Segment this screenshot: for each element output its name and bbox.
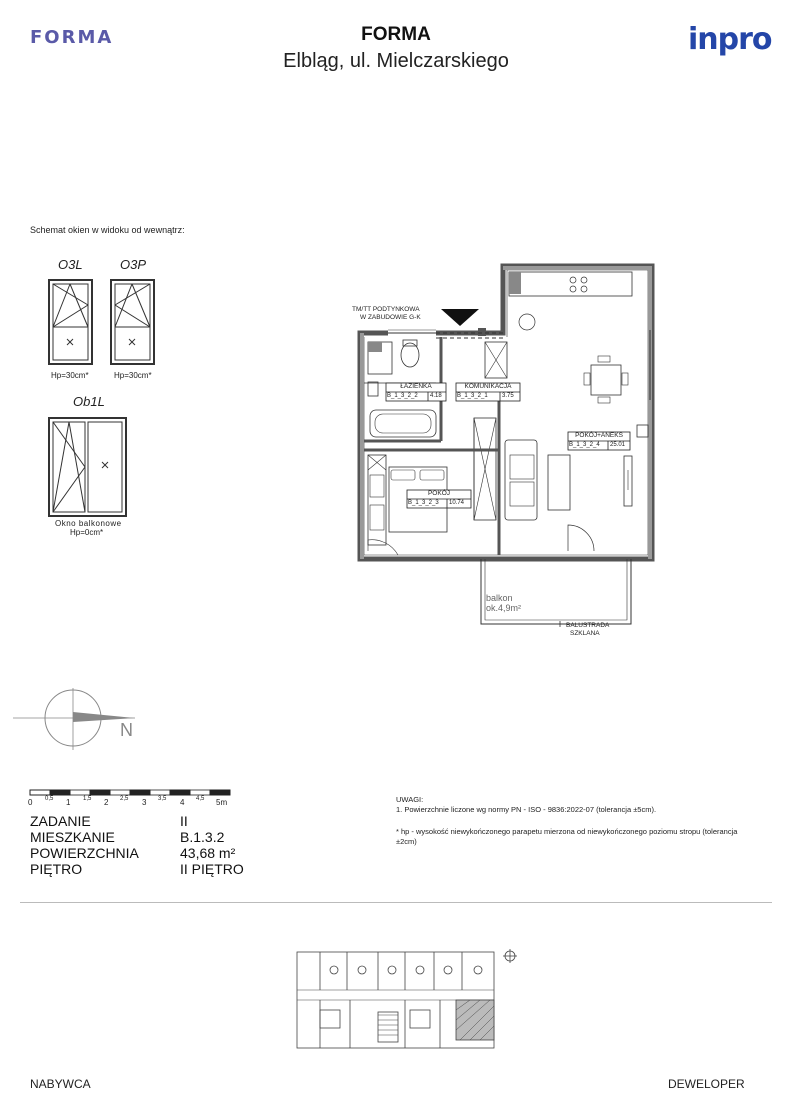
room-pokoj-aneks-code: B_1_3_2_4 bbox=[569, 442, 600, 448]
info-row-zadanie bbox=[30, 813, 250, 829]
compass-north-label: N bbox=[120, 720, 133, 740]
info-row-pietro bbox=[30, 861, 250, 877]
info-value: B.1.3.2 bbox=[180, 829, 225, 845]
info-value: II bbox=[180, 813, 188, 829]
notes-line3: ±2cm) bbox=[396, 837, 417, 846]
info-label: POWIERZCHNIA bbox=[30, 845, 139, 861]
room-lazienka-area: 4.18 bbox=[430, 393, 442, 399]
window-ob1l-note: Okno balkonowe bbox=[55, 519, 122, 528]
compass-rose bbox=[13, 688, 135, 750]
divider bbox=[20, 902, 772, 903]
notes-block bbox=[396, 795, 766, 847]
scale-tick-0: 0 bbox=[28, 798, 33, 807]
scale-tick-05: 0,5 bbox=[45, 796, 54, 802]
scale-tick-45: 4,5 bbox=[196, 796, 205, 802]
info-label: MIESZKANIE bbox=[30, 829, 115, 845]
room-lazienka-code: B_1_3_2_2 bbox=[387, 393, 418, 399]
balcony-label-line1: balkon bbox=[486, 593, 513, 603]
balustrade-label-line2: SZKLANA bbox=[570, 630, 600, 637]
window-o3l-drawing bbox=[49, 280, 92, 364]
window-ob1l-hp: Hp=0cm* bbox=[70, 528, 104, 537]
footer-buyer: NABYWCA bbox=[30, 1077, 91, 1091]
notes-line2: * hp - wysokość niewykończonego parapetu mierzona od niewykończonego poziomu stropu (tolerancja bbox=[396, 827, 738, 836]
window-o3p-label: O3P bbox=[120, 257, 147, 272]
balcony-label bbox=[486, 593, 521, 613]
tm-note bbox=[352, 306, 421, 322]
info-value: 43,68 m² bbox=[180, 845, 236, 861]
info-value: II PIĘTRO bbox=[180, 861, 244, 877]
info-row-powierzchnia bbox=[30, 845, 250, 861]
info-label: ZADANIE bbox=[30, 813, 91, 829]
scale-tick-35: 3,5 bbox=[158, 796, 167, 802]
footer-developer: DEWELOPER bbox=[668, 1077, 745, 1091]
site-key-plan bbox=[297, 949, 517, 1048]
notes-heading: UWAGI: bbox=[396, 795, 424, 804]
project-address: Elbląg, ul. Mielczarskiego bbox=[283, 50, 509, 72]
tm-note-line1: TM/TT PODTYNKOWA bbox=[352, 306, 420, 313]
scale-tick-25: 2,5 bbox=[120, 796, 129, 802]
room-pokoj-name: POKÓJ bbox=[427, 490, 451, 497]
scale-tick-15: 1,5 bbox=[83, 796, 92, 802]
inpro-logo: inpro bbox=[688, 22, 772, 57]
window-ob1l-label: Ob1L bbox=[73, 394, 105, 409]
info-row-mieszkanie bbox=[30, 829, 250, 845]
room-pokoj-aneks-area: 25.01 bbox=[610, 442, 626, 448]
scale-tick-4: 4 bbox=[180, 798, 185, 807]
room-komunikacja-code: B_1_3_2_1 bbox=[457, 393, 488, 399]
scale-bar bbox=[30, 790, 230, 795]
scale-tick-5m: 5m bbox=[216, 798, 228, 807]
tm-note-line2: W ZABUDOWIE G-K bbox=[360, 314, 421, 321]
room-komunikacja-area: 3.75 bbox=[502, 393, 514, 399]
window-o3l-note: Hp=30cm* bbox=[51, 371, 89, 380]
window-o3p-note: Hp=30cm* bbox=[114, 371, 152, 380]
balustrade-label-line1: BALUSTRADA bbox=[566, 622, 610, 629]
balustrade-label bbox=[566, 622, 609, 638]
scale-tick-3: 3 bbox=[142, 798, 147, 807]
window-o3p-drawing bbox=[111, 280, 154, 364]
balcony-label-line2: ok.4,9m² bbox=[486, 603, 522, 613]
scale-tick-1: 1 bbox=[66, 798, 71, 807]
scale-tick-2: 2 bbox=[104, 798, 109, 807]
room-lazienka-name: ŁAZIENKA bbox=[400, 383, 432, 390]
project-title: FORMA bbox=[361, 24, 431, 45]
apartment-info bbox=[30, 813, 250, 877]
notes-line1: 1. Powierzchnie liczone wg normy PN - ISO - 9836:2022-07 (tolerancja ±5cm). bbox=[396, 805, 657, 814]
forma-logo: FORMA bbox=[30, 27, 114, 48]
room-pokoj-aneks-name: POKÓJ+ANEKS bbox=[575, 432, 623, 439]
room-pokoj-code: B_1_3_2_3 bbox=[408, 500, 439, 506]
room-komunikacja-name: KOMUNIKACJA bbox=[464, 383, 512, 390]
room-pokoj-area: 10.74 bbox=[449, 500, 465, 506]
windows-heading: Schemat okien w widoku od wewnątrz: bbox=[30, 225, 185, 235]
info-label: PIĘTRO bbox=[30, 861, 83, 877]
window-ob1l-drawing bbox=[49, 418, 126, 516]
window-o3l-label: O3L bbox=[58, 257, 83, 272]
